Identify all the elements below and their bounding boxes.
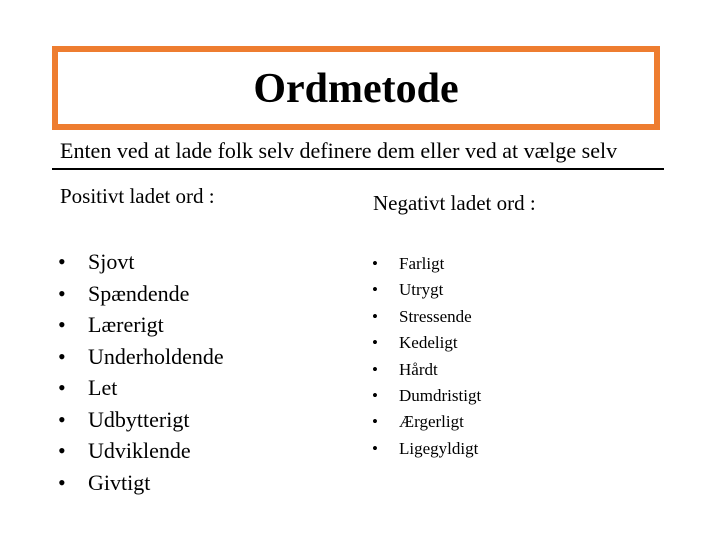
list-item-label: Underholdende (88, 343, 224, 369)
bullet-icon: • (58, 375, 66, 400)
list-item (372, 330, 481, 356)
list-item-label: Ligegyldigt (399, 438, 479, 458)
list-item-label: Sjovt (88, 249, 135, 274)
bullet-icon: • (372, 438, 378, 458)
negative-word-list (372, 251, 481, 462)
list-item-label: Ærgerligt (399, 412, 464, 432)
list-item (372, 357, 481, 383)
list-item (372, 409, 481, 435)
bullet-icon: • (58, 469, 66, 495)
list-item-label: Dumdristigt (399, 385, 482, 405)
list-item-label: Stressende (399, 306, 472, 326)
list-item-label: Lærerigt (88, 312, 164, 337)
list-item (58, 467, 224, 499)
positive-word-list (58, 246, 224, 498)
list-item (372, 383, 481, 409)
bullet-icon: • (58, 406, 66, 432)
list-item-label: Utrygt (399, 280, 444, 300)
list-item (58, 372, 224, 404)
bullet-icon: • (372, 333, 378, 353)
list-item (58, 278, 224, 310)
bullet-icon: • (58, 249, 66, 274)
bullet-icon: • (372, 359, 378, 379)
list-item (372, 277, 481, 303)
list-item-label: Let (88, 375, 118, 400)
negative-heading: Negativt ladet ord : (373, 191, 536, 215)
list-item (58, 309, 224, 341)
list-item (58, 246, 224, 278)
list-item-label: Givtigt (88, 469, 151, 495)
list-item-label: Hårdt (399, 359, 438, 379)
list-item-label: Udbytterigt (88, 406, 190, 432)
bullet-icon: • (58, 438, 66, 463)
list-item (58, 404, 224, 436)
slide-subtitle: Enten ved at lade folk selv definere dem eller ved at vælge selv (60, 138, 618, 163)
bullet-icon: • (372, 280, 378, 300)
list-item (58, 435, 224, 467)
list-item-label: Udviklende (88, 438, 191, 463)
list-item-label: Kedeligt (399, 333, 458, 353)
list-item (58, 341, 224, 373)
bullet-icon: • (58, 312, 66, 337)
list-item-label: Farligt (399, 254, 445, 273)
positive-heading: Positivt ladet ord : (60, 184, 215, 208)
bullet-icon: • (372, 412, 378, 432)
bullet-icon: • (372, 254, 378, 273)
title-box (52, 46, 660, 130)
slide-title: Ordmetode (253, 66, 459, 112)
list-item (372, 304, 481, 330)
bullet-icon: • (372, 385, 378, 405)
list-item (372, 436, 481, 462)
subtitle-underline (52, 168, 664, 170)
list-item-label: Spændende (88, 280, 190, 306)
list-item (372, 251, 481, 277)
bullet-icon: • (372, 306, 378, 326)
bullet-icon: • (58, 343, 66, 369)
bullet-icon: • (58, 280, 66, 306)
